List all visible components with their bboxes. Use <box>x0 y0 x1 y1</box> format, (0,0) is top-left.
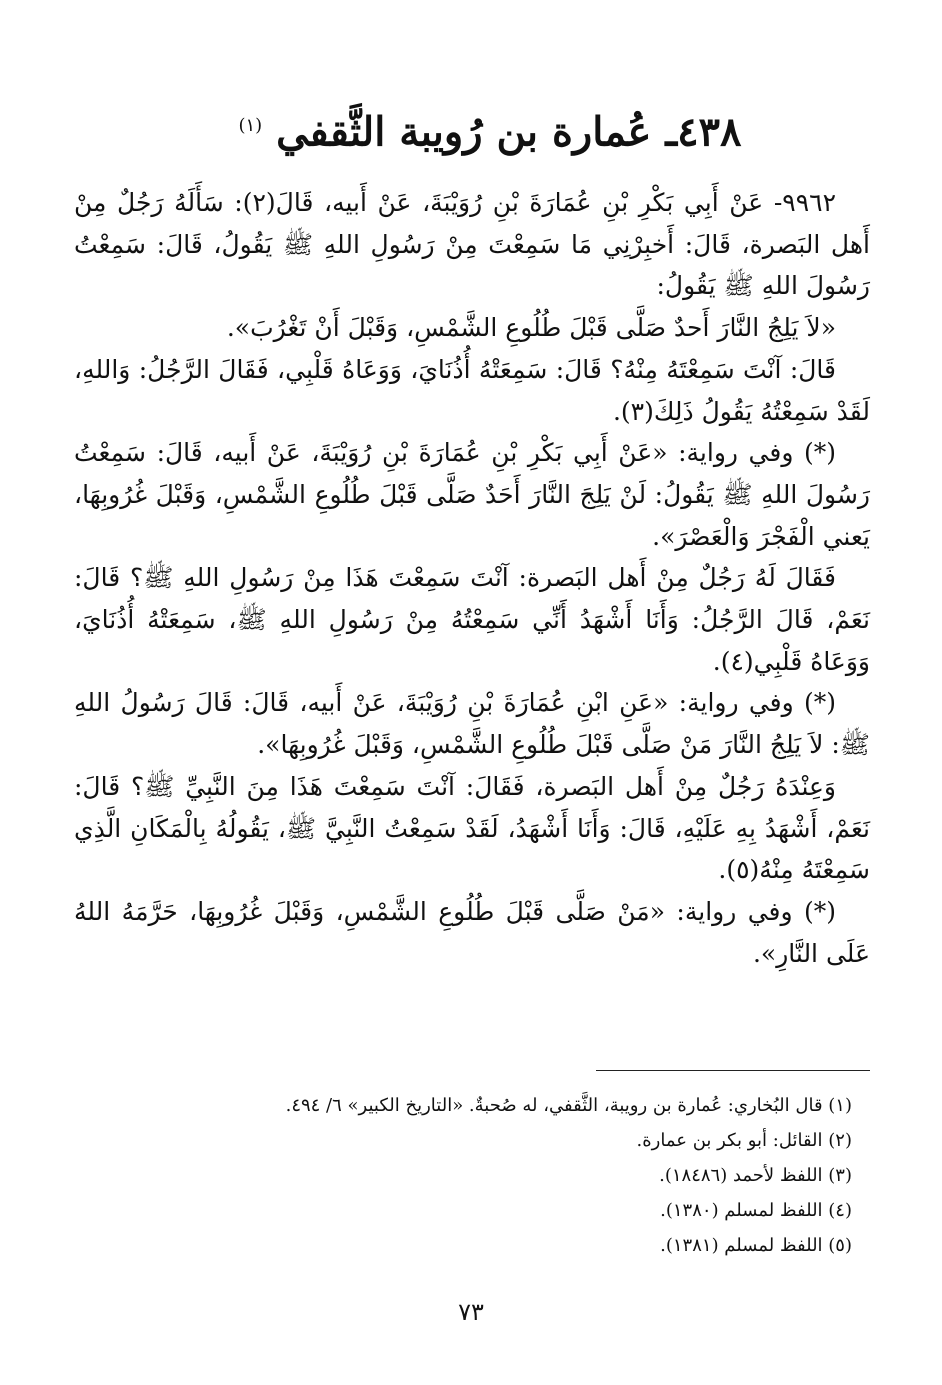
paragraph-hadith-9962: ٩٩٦٢- عَنْ أَبِي بَكْرِ بْنِ عُمَارَةَ بْنِ رُوَيْبَةَ، عَنْ أَبيه، قَالَ(٢): سَأَلَهُ رَجُلٌ مِنْ أَهل البَصرة، قَالَ: أَخبِرْنِي مَا سَمِعْتَ مِنْ رَسُولِ اللهِ ﷺ يَقُولُ، قَالَ: سَمِعْتُ رَسُولَ اللهِ ﷺ يَقُولُ: <box>74 188 870 301</box>
paragraph-riwaya-1: (*) وفي رواية: «عَنْ أَبِي بَكْرِ بْنِ عُمَارَةَ بْنِ رُوَيْبَةَ، عَنْ أَبيه، قَالَ: سَمِعْتُ رَسُولَ اللهِ ﷺ يَقُولُ: لَنْ يَلِجَ النَّارَ أَحَدٌ صَلَّى قَبْلَ طُلُوعِ الشَّمْسِ، وَقَبْلَ غُرُوبِهَا، يَعني الْفَجْرَ وَالْعَصْرَ». <box>74 438 870 551</box>
footnote-1: (١) قال البُخاري: عُمارة بن رويبة، الثَّقفي، له صُحبةٌ. «التاريخ الكبير» ٦/ ٤٩٤. <box>285 1095 852 1116</box>
hadith-body <box>74 182 870 974</box>
footnote-4: (٤) اللفظ لمسلم (١٣٨٠). <box>660 1200 852 1221</box>
footnotes <box>150 1088 852 1263</box>
footnote-3: (٣) اللفظ لأحمد (١٨٤٨٦). <box>659 1165 852 1186</box>
footnote-separator <box>596 1070 870 1071</box>
paragraph-riwaya-3: (*) وفي رواية: «مَنْ صَلَّى قَبْلَ طُلُوعِ الشَّمْسِ، وَقَبْلَ غُرُوبِهَا، حَرَّمَهُ اللهُ عَلَى النَّارِ». <box>74 896 870 968</box>
paragraph-riwaya-2: (*) وفي رواية: «عَنِ ابْنِ عُمَارَةَ بْنِ رُوَيْبَةَ، عَنْ أَبيه، قَالَ: قَالَ رَسُولُ اللهِ ﷺ: لاَ يَلِجُ النَّارَ مَنْ صَلَّى قَبْلَ طُلُوعِ الشَّمْسِ، وَقَبْلَ غُرُوبِهَا». <box>74 688 870 760</box>
section-title <box>110 96 870 162</box>
paragraph-dialogue: قَالَ: آنْتَ سَمِعْتَهُ مِنْهُ؟ قَالَ: سَمِعَتْهُ أُذُنَايَ، وَوَعَاهُ قَلْبِي، فَقَالَ الرَّجُلُ: وَاللهِ، لَقَدْ سَمِعْتُهُ يَقُولُ ذَلِكَ(٣). <box>74 354 870 426</box>
paragraph-hadith-text: «لاَ يَلِجُ النَّارَ أَحدٌ صَلَّى قَبْلَ طُلُوعِ الشَّمْسِ، وَقَبْلَ أَنْ تَغْرُبَ». <box>226 313 836 343</box>
paragraph-riwaya-1-dialogue: فَقَالَ لَهُ رَجُلٌ مِنْ أَهل البَصرة: آنْتَ سَمِعْتَ هَذَا مِنْ رَسُولِ اللهِ ﷺ؟ قَالَ: نَعَمْ، قَالَ الرَّجُلُ: وَأَنَا أَشْهَدُ أَنِّي سَمِعْتُهُ مِنْ رَسُولِ اللهِ ﷺ، سَمِعَتْهُ أُذُنَايَ، وَوَعَاهُ قَلْبِي(٤). <box>74 563 870 676</box>
paragraph-riwaya-2-dialogue: وَعِنْدَهُ رَجُلٌ مِنْ أَهل البَصرة، فَقَالَ: آنْتَ سَمِعْتَ هَذَا مِنَ النَّبِيِّ ﷺ؟ قَالَ: نَعَمْ، أَشْهَدُ بِهِ عَلَيْهِ، قَالَ: وَأَنَا أَشْهَدُ، لَقَدْ سَمِعْتُ النَّبِيَّ ﷺ، يَقُولُهُ بِالْمَكَانِ الَّذِي سَمِعْتَهُ مِنْهُ(٥). <box>74 771 870 885</box>
section-title-text: ٤٣٨ـ عُمارة بن رُويبة الثَّقفي <box>276 108 742 156</box>
section-title-footnote-ref: (١) <box>238 115 263 136</box>
footnote-5: (٥) اللفظ لمسلم (١٣٨١). <box>660 1235 852 1256</box>
footnote-2: (٢) القائل: أبو بكر بن عمارة. <box>636 1130 852 1151</box>
page-number: ٧٣ <box>458 1298 484 1326</box>
